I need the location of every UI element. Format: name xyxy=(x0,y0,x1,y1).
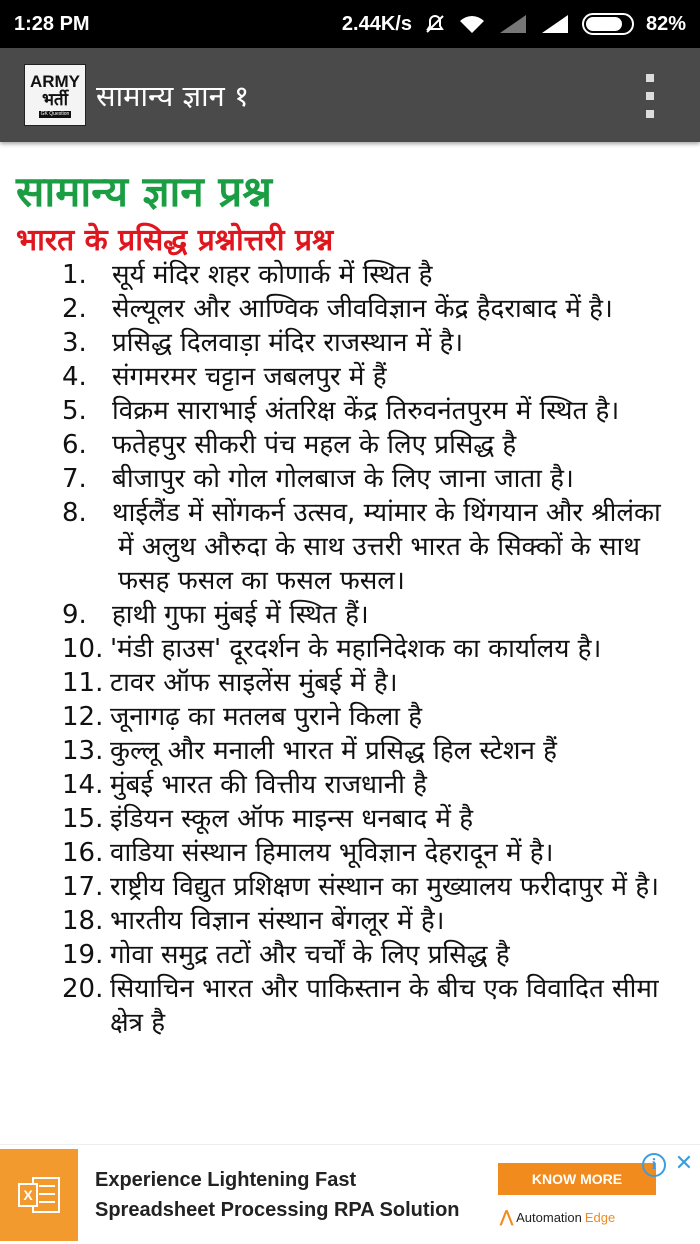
status-bar xyxy=(0,0,700,48)
list-item-text: मुंबई भारत की वित्तीय राजधानी है xyxy=(110,770,427,800)
brand-prefix: Automation xyxy=(516,1209,582,1225)
list-item xyxy=(0,632,700,666)
qa-list xyxy=(0,258,700,1040)
list-item-text: टावर ऑफ साइलेंस मुंबई में है। xyxy=(110,668,398,698)
list-item xyxy=(0,292,700,326)
list-item-number: 14. xyxy=(62,770,104,800)
content-scroll-area[interactable] xyxy=(0,142,700,1144)
list-item-text: राष्ट्रीय विद्युत प्रशिक्षण संस्थान का मुख्यालय फरीदापुर में है। xyxy=(110,872,660,902)
list-item-text: सूर्य मंदिर शहर कोणार्क में स्थित है xyxy=(112,260,433,290)
list-item-number: 2. xyxy=(62,294,87,324)
list-item-number: 18. xyxy=(62,906,104,936)
list-item xyxy=(0,496,700,598)
wifi-icon xyxy=(458,13,486,35)
list-item xyxy=(0,394,700,428)
battery-percent: 82% xyxy=(645,12,686,35)
list-item-number: 7. xyxy=(62,464,87,494)
list-item-number: 15. xyxy=(62,804,104,834)
mute-icon xyxy=(424,13,446,35)
list-item-text: कुल्लू और मनाली भारत में प्रसिद्ध हिल स्टेशन हैं xyxy=(110,736,557,766)
ad-banner[interactable] xyxy=(0,1144,700,1244)
list-item xyxy=(0,666,700,700)
list-item xyxy=(0,734,700,768)
ad-line-1: Experience Lightening Fast xyxy=(95,1169,357,1191)
list-item-text: 'मंडी हाउस' दूरदर्शन के महानिदेशक का कार्यालय है। xyxy=(110,634,602,664)
menu-dot xyxy=(646,92,654,100)
ad-brand-logo xyxy=(500,1207,660,1227)
list-item-number: 5. xyxy=(62,396,87,426)
network-speed: 2.44K/s xyxy=(341,12,412,35)
menu-dot xyxy=(646,110,654,118)
app-title: सामान्य ज्ञान १ xyxy=(96,78,250,113)
list-item-text: फतेहपुर सीकरी पंच महल के लिए प्रसिद्ध है xyxy=(112,430,517,460)
logo-text-middle: भर्ती xyxy=(41,89,69,110)
list-item-text: हाथी गुफा मुंबई में स्थित हैं। xyxy=(112,600,369,630)
list-item xyxy=(0,938,700,972)
list-item-text: गोवा समुद्र तटों और चर्चों के लिए प्रसिद्ध है xyxy=(110,940,510,970)
page-heading: सामान्य ज्ञान प्रश्न xyxy=(16,167,272,216)
list-item-number: 10. xyxy=(62,634,104,664)
list-item xyxy=(0,326,700,360)
menu-dot xyxy=(646,74,654,82)
page-subheading: भारत के प्रसिद्ध प्रश्नोत्तरी प्रश्न xyxy=(16,223,334,258)
list-item-text: थाईलैंड में सोंगकर्न उत्सव, म्यांमार के थिंगयान और श्रीलंका में अलुथ औरुदा के साथ उत्तरी भारत के सिक्कों के साथ फसह फसल का फसल फसल। xyxy=(112,498,661,596)
list-item-number: 11. xyxy=(62,668,104,698)
status-time: 1:28 PM xyxy=(14,12,90,35)
know-more-button[interactable]: KNOW MORE xyxy=(498,1163,656,1195)
list-item-number: 1. xyxy=(62,260,87,290)
excel-icon xyxy=(0,1149,78,1241)
list-item xyxy=(0,428,700,462)
list-item-number: 8. xyxy=(62,498,87,528)
ad-text xyxy=(95,1165,460,1225)
list-item-text: सियाचिन भारत और पाकिस्तान के बीच एक विवादित सीमा क्षेत्र है xyxy=(110,974,659,1038)
list-item xyxy=(0,360,700,394)
list-item xyxy=(0,836,700,870)
list-item-number: 3. xyxy=(62,328,87,358)
list-item xyxy=(0,598,700,632)
battery-icon xyxy=(582,13,634,35)
list-item-text: सेल्यूलर और आण्विक जीवविज्ञान केंद्र हैदराबाद में है। xyxy=(112,294,613,324)
list-item xyxy=(0,870,700,904)
app-logo xyxy=(24,64,86,126)
list-item-number: 9. xyxy=(62,600,87,630)
signal-icon xyxy=(540,13,570,35)
list-item-number: 16. xyxy=(62,838,104,868)
overflow-menu-icon[interactable] xyxy=(644,74,656,118)
app-bar xyxy=(0,48,700,142)
logo-text-top: ARMY xyxy=(29,71,81,91)
list-item xyxy=(0,700,700,734)
list-item-text: प्रसिद्ध दिलवाड़ा मंदिर राजस्थान में है। xyxy=(112,328,464,358)
list-item xyxy=(0,802,700,836)
list-item-number: 6. xyxy=(62,430,87,460)
status-icons xyxy=(342,13,686,36)
ad-close-icon[interactable]: ✕ xyxy=(674,1150,694,1176)
list-item xyxy=(0,904,700,938)
ad-info-icon[interactable]: i xyxy=(642,1153,666,1177)
list-item-text: संगमरमर चट्टान जबलपुर में हैं xyxy=(112,362,387,392)
list-item-text: भारतीय विज्ञान संस्थान बेंगलूर में है। xyxy=(110,906,445,936)
list-item-text: विक्रम साराभाई अंतरिक्ष केंद्र तिरुवनंतपुरम में स्थित है। xyxy=(112,396,620,426)
list-item xyxy=(0,462,700,496)
list-item-number: 13. xyxy=(62,736,104,766)
logo-text-bottom: GK Question xyxy=(40,110,70,117)
list-item-text: इंडियन स्कूल ऑफ माइन्स धनबाद में है xyxy=(110,804,474,834)
svg-text:X: X xyxy=(23,1187,33,1203)
list-item-number: 17. xyxy=(62,872,104,902)
battery-level-fill xyxy=(586,17,622,31)
signal-icon xyxy=(498,13,528,35)
list-item-text: जूनागढ़ का मतलब पुराने किला है xyxy=(110,702,423,732)
brand-suffix: Edge xyxy=(584,1209,616,1225)
brand-mark-icon: ⋀ xyxy=(500,1209,514,1226)
list-item-text: वाडिया संस्थान हिमालय भूविज्ञान देहरादून में है। xyxy=(110,838,554,868)
list-item-text: बीजापुर को गोल गोलबाज के लिए जाना जाता है। xyxy=(112,464,574,494)
list-item xyxy=(0,972,700,1040)
ad-line-2: Spreadsheet Processing RPA Solution xyxy=(95,1199,460,1221)
list-item-number: 12. xyxy=(62,702,104,732)
list-item-number: 19. xyxy=(62,940,104,970)
list-item-number: 20. xyxy=(62,974,104,1004)
list-item-number: 4. xyxy=(62,362,87,392)
list-item xyxy=(0,768,700,802)
list-item xyxy=(0,258,700,292)
